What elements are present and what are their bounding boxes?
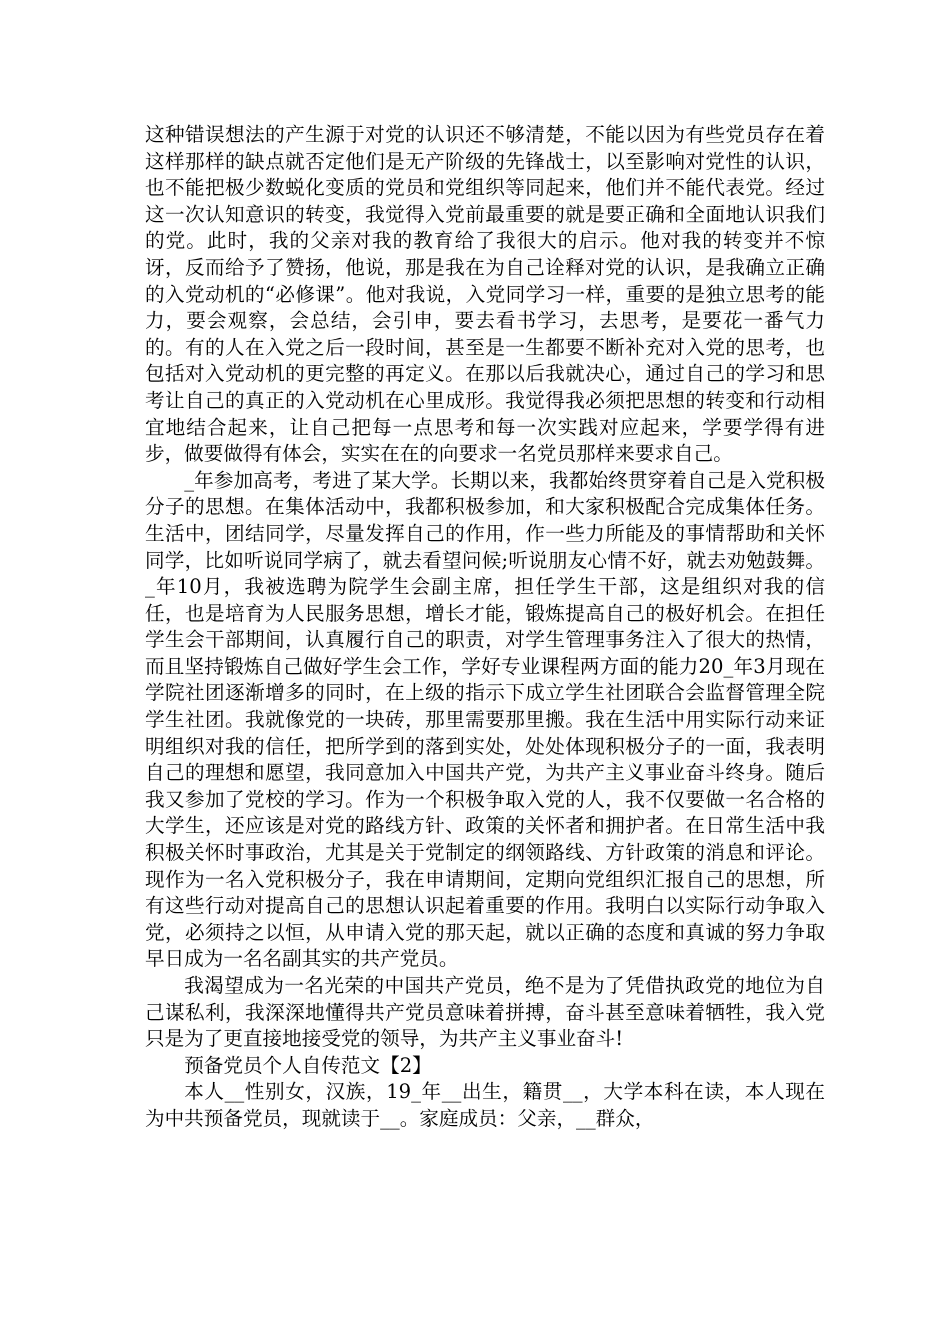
paragraph-self-introduction: 本人__性别女，汉族，19_年__出生，籍贯__，大学本科在读，本人现在为中共预备党员，现就读于__。家庭成员：父亲，__群众， — [145, 1080, 825, 1130]
paragraph-aspiration: 我渴望成为一名光荣的中国共产党员，绝不是为了凭借执政党的地位为自己谋私利，我深深地懂得共产党员意味着拼搏，奋斗甚至意味着牺牲，我入党只是为了更直接地接受党的领导，为共产主义事业奋斗! — [145, 974, 825, 1051]
document-body — [145, 122, 825, 1133]
paragraph-continuation: 这种错误想法的产生源于对党的认识还不够清楚，不能以因为有些党员存在着这样那样的缺点就否定他们是无产阶级的先锋战士，以至影响对党性的认识，也不能把极少数蜕化变质的党员和党组织等同起来，他们并不能代表党。经过这一次认知意识的转变，我觉得入党前最重要的就是要正确和全面地认识我们的党。此时，我的父亲对我的教育给了我很大的启示。他对我的转变并不惊讶，反而给予了赞扬，他说，那是我在为自己诠释对党的认识，是我确立正确的入党动机的“必修课”。他对我说，入党同学习一样，重要的是独立思考的能力，要会观察，会总结，会引申，要去看书学习，去思考，是要花一番气力的。有的人在入党之后一段时间，甚至是一生都要不断补充对入党的思考，也包括对入党动机的更完整的再定义。在那以后我就决心，通过自己的学习和思考让自己的真正的入党动机在心里成形。我觉得我必须把思想的转变和行动相宜地结合起来，让自己把每一点思考和每一次实践对应起来，学要学得有进步，做要做得有体会，实实在在的向要求一名党员那样来要求自己。 — [145, 123, 825, 466]
section-heading: 预备党员个人自传范文【2】 — [184, 1053, 432, 1077]
paragraph-college-experience: _年参加高考，考进了某大学。长期以来，我都始终贯穿着自己是入党积极分子的思想。在集体活动中，我都积极参加，和大家积极配合完成集体任务。生活中，团结同学，尽量发挥自己的作用，作一些力所能及的事情帮助和关怀同学，比如听说同学病了，就去看望问候;听说朋友心情不好，就去劝勉鼓舞。_年10月，我被选聘为院学生会副主席，担任学生干部，这是组织对我的信任，也是培育为人民服务思想，增长才能，锻炼提高自己的极好机会。在担任学生会干部期间，认真履行自己的职责，对学生管理事务注入了很大的热情，而且坚持锻炼自己做好学生会工作，学好专业课程两方面的能力20_年3月现在学院社团逐渐增多的同时，在上级的指示下成立学生社团联合会监督管理全院学生社团。我就像党的一块砖，那里需要那里搬。我在生活中用实际行动来证明组织对我的信任，把所学到的落到实处，处处体现积极分子的一面，我表明自己的理想和愿望，我同意加入中国共产党，为共产主义事业奋斗终身。随后我又参加了党校的学习。作为一个积极争取入党的人，我不仅要做一名合格的大学生，还应该是对党的路线方针、政策的关怀者和拥护者。在日常生活中我积极关怀时事政治，尤其是关于党制定的纲领路线、方针政策的消息和评论。现作为一名入党积极分子，我在申请期间，定期向党组织汇报自己的思想，所有这些行动对提高自己的思想认识起着重要的作用。我明白以实际行动争取入党，必须持之以恒，从申请入党的那天起，就以正确的态度和真诚的努力争取早日成为一名名副其实的共产党员。 — [145, 468, 825, 971]
